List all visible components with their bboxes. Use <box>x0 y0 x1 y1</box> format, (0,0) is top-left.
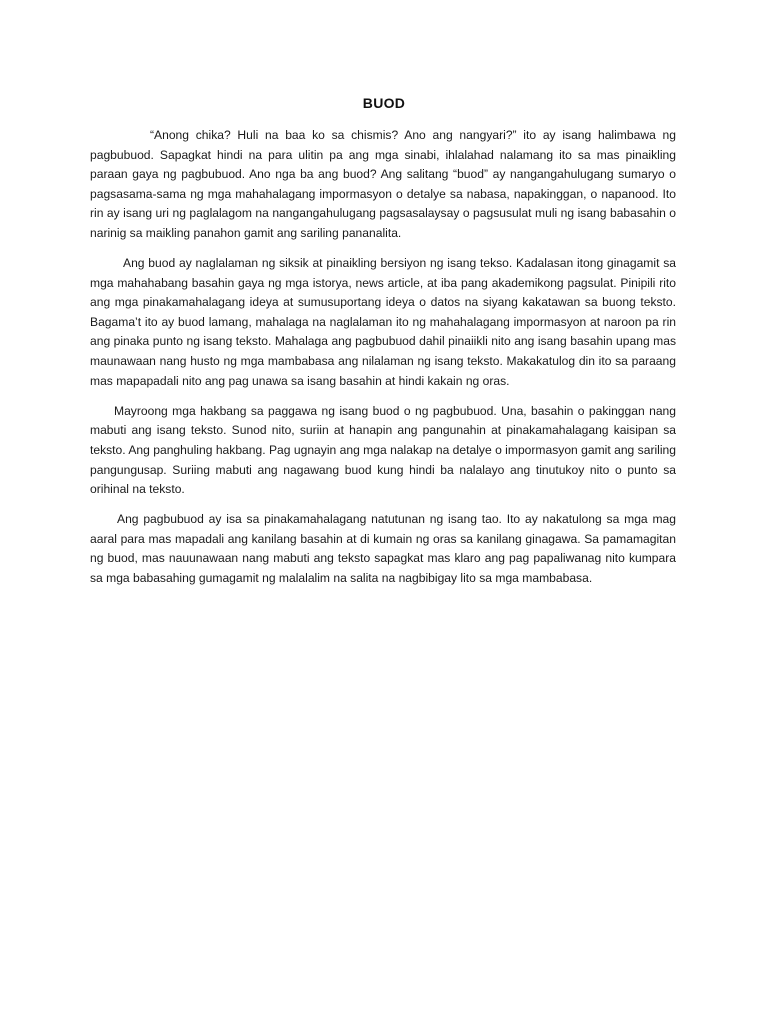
paragraph-3: Mayroong mga hakbang sa paggawa ng isang buod o ng pagbubuod. Una, basahin o pakinggan nang mabuti ang isang teksto. Sunod nito, suriin at hanapin ang pangunahin at pinakamahalagang kaisipan sa teksto. Ang panghuling hakbang. Pag ugnayin ang mga nalakap na detalye o impormasyon gamit ang sariling pangungusap. Suriing mabuti ang nagawang buod kung hindi ba nalalayo ang tinutukoy nito o punto sa orihinal na teksto. <box>90 403 676 497</box>
document-body <box>90 126 676 599</box>
paragraph-2: Ang buod ay naglalaman ng siksik at pinaikling bersiyon ng isang tekso. Kadalasan itong ginagamit sa mga mahahabang basahin gaya ng mga istorya, news article, at iba pang akademikong pagsulat. Pinipili rito ang mga pinakamahalagang ideya at sumusuportang ideya o datos na siyang kakatawan sa buong teksto. Bagama’t ito ay buod lamang, mahalaga na naglalaman ito ng mahahalagang impormasyon at naroon pa rin ang pinaka punto ng isang teksto. Mahalaga ang pagbubuod dahil pinaiikli nito ang isang basahin upang mas maunawaan nang husto ng mga mambabasa ang nilalaman ng isang teksto. Makakatulog din ito sa paraang mas mapapadali nito ang pag unawa sa isang basahin at hindi kakain ng oras. <box>90 256 676 388</box>
paragraph-1: “Anong chika? Huli na baa ko sa chismis? Ano ang nangyari?” ito ay isang halimbawa ng pagbubuod. Sapagkat hindi na para ulitin pa ang mga sinabi, ihlalahad nalamang ito sa mas pinaikling paraan gaya ng pagbubuod. Ano nga ba ang buod? Ang salitang “buod” ay nangangahulugang sumaryo o pagsasama-sama ng mga mahahalagang impormasyon o detalye sa nabasa, napakinggan, o napanood. Ito rin ay isang uri ng paglalagom na nangangahulugang pagsasalaysay o pagsusulat muli ng isang babasahin o narinig sa maikling panahon gamit ang sariling pananalita. <box>90 128 676 240</box>
paragraph-4: Ang pagbubuod ay isa sa pinakamahalagang natutunan ng isang tao. Ito ay nakatulong sa mga mag aaral para mas mapadali ang kanilang basahin at di kumain ng oras sa kanilang ginagawa. Sa pamamagitan ng buod, mas nauunawaan nang mabuti ang teksto sapagkat mas klaro ang pag papaliwanag nito kumpara sa mga babasahing gumagamit ng malalalim na salita na nagbibigay lito sa mga mambabasa. <box>90 512 676 585</box>
document-title: BUOD <box>362 95 406 111</box>
